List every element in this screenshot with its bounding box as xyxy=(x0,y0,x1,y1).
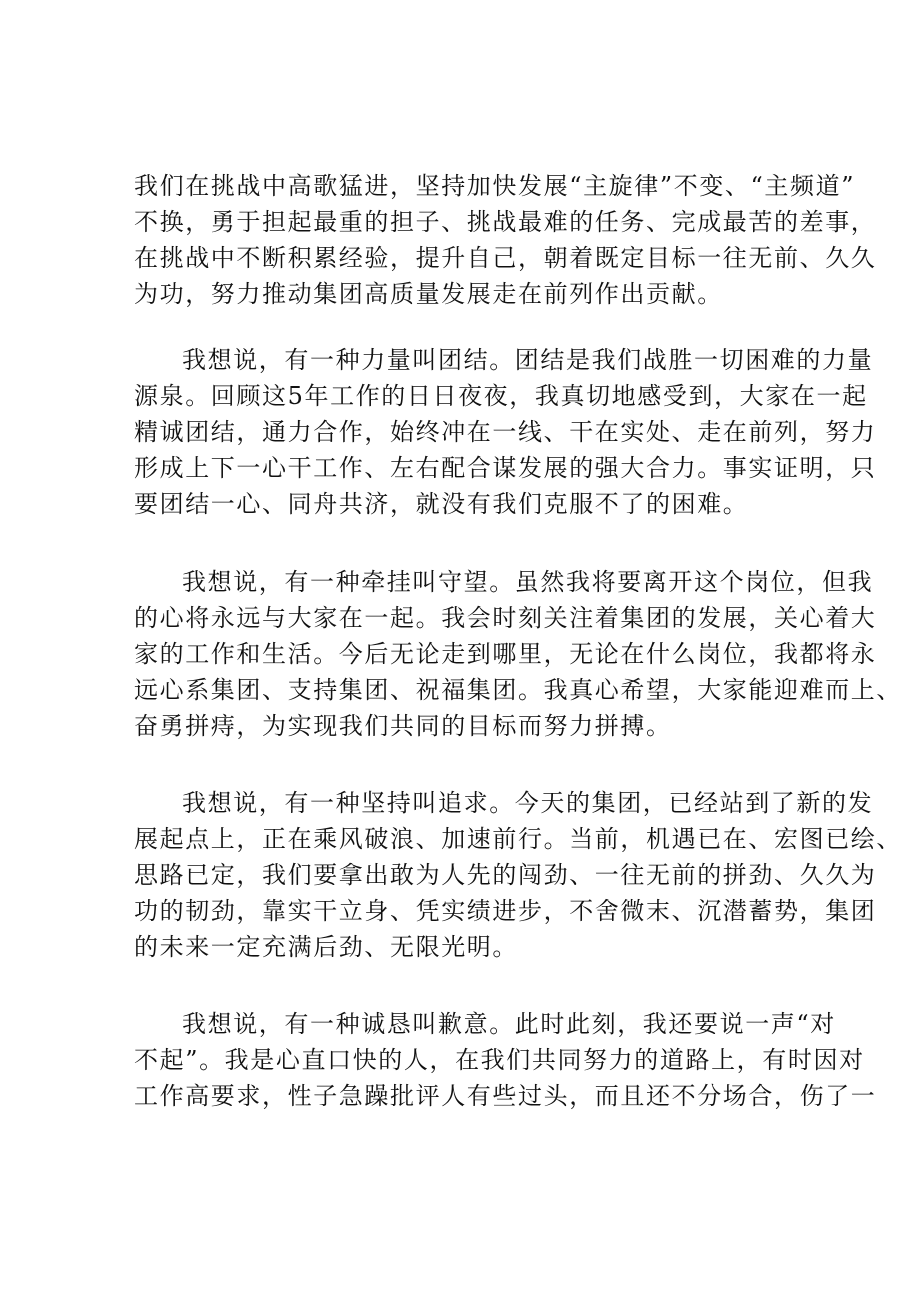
paragraph-line: 的未来一定充满后劲、无限光明。 xyxy=(134,933,518,961)
paragraph-line: 功的韧劲，靠实干立身、凭实绩进步，不舍微末、沉潜蓄势，集团 xyxy=(134,897,877,925)
paragraph-line: 形成上下一心干工作、左右配合谋发展的强大合力。事实证明，只 xyxy=(134,454,877,482)
paragraph-line: 思路已定，我们要拿出敢为人先的闯劲、一往无前的拼劲、久久为 xyxy=(134,861,877,889)
paragraph-line: 不换，勇于担起最重的担子、挑战最难的任务、完成最苦的差事， xyxy=(134,208,877,236)
paragraph-line: 奋勇拼痔，为实现我们共同的目标而努力拼搏。 xyxy=(134,712,672,740)
paragraph-5 xyxy=(134,1006,877,1114)
paragraph-line: 要团结一心、同舟共济，就没有我们克服不了的困难。 xyxy=(134,490,749,518)
paragraph-line: 我想说，有一种牵挂叫守望。虽然我将要离开这个岗位，但我 xyxy=(182,568,874,596)
paragraph-line: 我想说，有一种坚持叫追求。今天的集团，已经站到了新的发 xyxy=(182,789,874,817)
paragraph-line: 在挑战中不断积累经验，提升自己，朝着既定目标一往无前、久久 xyxy=(134,244,877,272)
paragraph-line: 我想说，有一种力量叫团结。团结是我们战胜一切困难的力量 xyxy=(182,346,874,374)
paragraph-3 xyxy=(134,564,902,744)
paragraph-4 xyxy=(134,785,902,965)
paragraph-1 xyxy=(134,168,877,312)
paragraph-line: 源泉。回顾这5年工作的日日夜夜，我真切地感受到，大家在一起 xyxy=(134,382,868,410)
paragraph-line: 远心系集团、支持集团、祝福集团。我真心希望，大家能迎难而上、 xyxy=(134,676,902,704)
paragraph-line: 我想说，有一种诚恳叫歉意。此时此刻，我还要说一声“对 xyxy=(182,1010,836,1038)
paragraph-line: 家的工作和生活。今后无论走到哪里，无论在什么岗位，我都将永 xyxy=(134,640,877,668)
paragraph-line: 展起点上，正在乘风破浪、加速前行。当前，机遇已在、宏图已绘、 xyxy=(134,825,902,853)
paragraph-line: 为功，努力推动集团高质量发展走在前列作出贡献。 xyxy=(134,280,723,308)
paragraph-line: 我们在挑战中高歌猛进，坚持加快发展“主旋律”不变、“主频道” xyxy=(134,172,856,200)
paragraph-line: 的心将永远与大家在一起。我会时刻关注着集团的发展，关心着大 xyxy=(134,604,877,632)
paragraph-2 xyxy=(134,342,877,522)
paragraph-line: 精诚团结，通力合作，始终冲在一线、干在实处、走在前列，努力 xyxy=(134,418,877,446)
paragraph-line: 不起”。我是心直口快的人，在我们共同努力的道路上，有时因对 xyxy=(134,1046,865,1074)
paragraph-line: 工作高要求，性子急躁批评人有些过头，而且还不分场合，伤了一 xyxy=(134,1082,877,1110)
